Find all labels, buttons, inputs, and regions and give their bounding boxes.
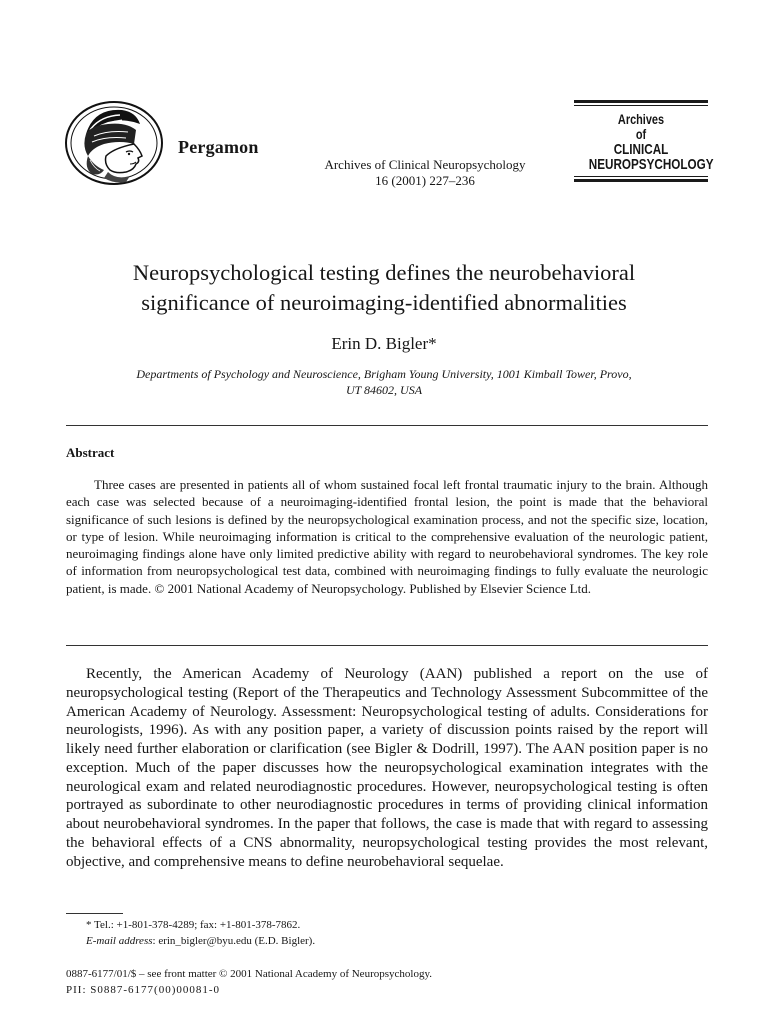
abstract-bottom-rule xyxy=(66,645,708,646)
journal-reference xyxy=(300,157,550,189)
masthead-line-1: Archives xyxy=(617,111,665,127)
page-footer xyxy=(66,966,666,998)
footnote-contact: * Tel.: +1-801-378-4289; fax: +1-801-378-7862. xyxy=(86,919,301,931)
masthead-rule-top-thin xyxy=(574,105,708,106)
title-line-1: Neuropsychological testing defines the neurobehavioral xyxy=(132,260,636,285)
masthead-text xyxy=(588,111,714,173)
footer-issn: 0887-6177/01/$ – see front matter © 2001 National Academy of Neuropsychology. xyxy=(66,968,432,980)
body-paragraph: Recently, the American Academy of Neurology (AAN) published a report on the use of neuropsychological testing (Report of the Therapeutics and Technology Assessment Subcommittee of the American Academy of Neurology. Assessment: Neuropsychological testing of adults. Considerations for neurologists, 1996). As with any position paper, a variety of discussion points raised by the report will likely need further elaboration or clarification (see Bigler & Dodrill, 1997). The AAN position paper is no exception. Much of the paper discusses how the neuropsychological examination integrates with the neurological exam and related neurodiagnostic procedures. However, neuropsychological testing is often portrayed as subordinate to other neurodiagnostic procedures in terms of providing clinical information about neurobehavioral syndromes. In the paper that follows, the case is made that with regard to assessing the behavioral effects of a CNS abnormality, neuropsychological testing provides the most relevant, objective, and comprehensive means to define neurobehavioral sequelae. xyxy=(66,666,708,870)
footnote-email-value[interactable]: : erin_bigler@byu.edu (E.D. Bigler). xyxy=(152,935,316,947)
abstract-heading: Abstract xyxy=(66,445,115,460)
journal-masthead xyxy=(574,100,714,186)
footnote-email xyxy=(66,933,466,949)
footer-pii: PII: S0887-6177(00)00081-0 xyxy=(66,984,221,996)
abstract-top-rule xyxy=(66,425,708,426)
publisher-name: Pergamon xyxy=(178,137,259,157)
masthead-line-3: CLINICAL xyxy=(613,141,669,158)
affiliation-line-1: Departments of Psychology and Neuroscience, Brigham Young University, 1001 Kimball Tower, Provo, xyxy=(136,367,632,381)
pergamon-logo xyxy=(64,100,164,186)
footnote-email-label: E-mail address xyxy=(86,935,153,947)
article-title xyxy=(60,258,708,318)
author-affiliation xyxy=(80,366,688,398)
title-line-2: significance of neuroimaging-identified abnormalities xyxy=(141,290,627,315)
article-author: Erin D. Bigler* xyxy=(331,334,437,353)
pergamon-emblem-icon xyxy=(64,100,164,186)
affiliation-line-2: UT 84602, USA xyxy=(345,383,423,397)
masthead-line-2: of xyxy=(635,126,647,142)
author-footnote xyxy=(66,917,466,949)
abstract-text: Three cases are presented in patients all of whom sustained focal left frontal traumatic injury to the brain. Although each case was selected because of a neuroimaging-identified frontal lesion, the point is made that the behavioral significance of such lesions is defined by the neuropsychological examination process, and not the specific size, location, or type of lesion. While neuroimaging information is critical to the comprehensive evaluation of the neurologic patient, neuroimaging findings alone have only limited predictive ability with regard to neurobehavioral syndromes. The key role of information from neuropsychological test data, combined with neuroimaging findings to fully evaluate the neurologic patient, is made. © 2001 National Academy of Neuropsychology. Published by Elsevier Science Ltd. xyxy=(66,477,708,596)
masthead-rule-bottom xyxy=(574,179,708,182)
masthead-line-4: NEUROPSYCHOLOGY xyxy=(588,156,714,173)
masthead-rule-top xyxy=(574,100,708,103)
journal-name: Archives of Clinical Neuropsychology xyxy=(324,157,526,172)
masthead-rule-bottom-thin xyxy=(574,176,708,177)
footnote-rule xyxy=(66,913,123,914)
journal-volume: 16 (2001) 227–236 xyxy=(375,173,475,188)
